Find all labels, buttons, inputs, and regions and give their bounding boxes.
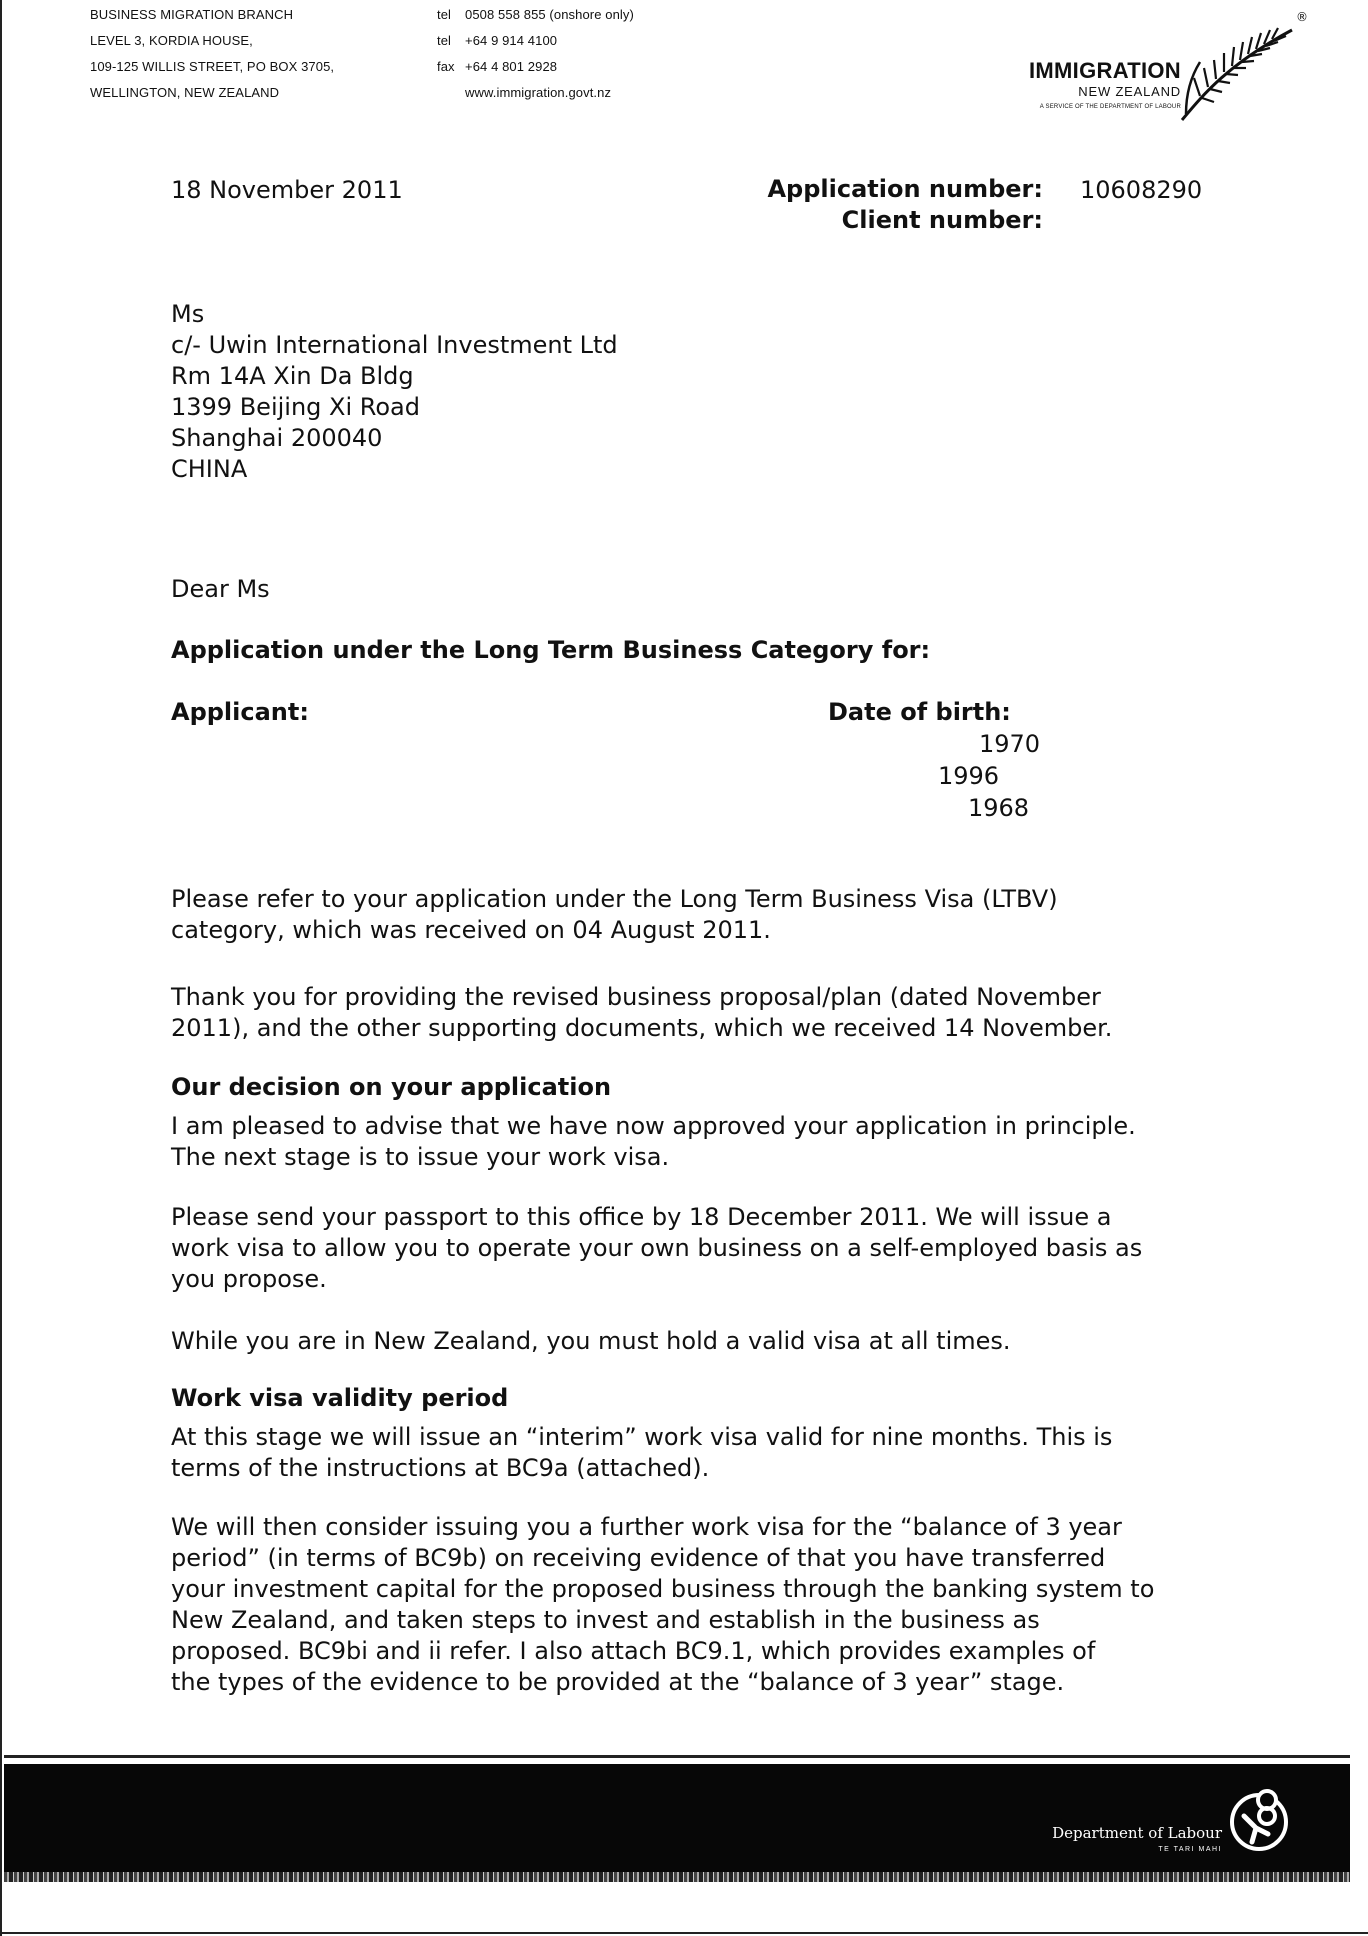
section-heading-validity: Work visa validity period [171,1384,509,1412]
recipient-address [171,299,618,485]
branch-address [90,2,334,106]
address-line: LEVEL 3, KORDIA HOUSE, [90,33,253,48]
contact-line [437,80,634,106]
text-line: I am pleased to advise that we have now approved your application in principle. [171,1112,1136,1140]
address-line: BUSINESS MIGRATION BRANCH [90,7,294,22]
reference-labels [722,174,1043,236]
recipient-line: Ms [171,300,205,328]
dob-label: Date of birth: [828,698,1011,726]
paragraph-further-visa [171,1512,1251,1698]
logo-wordmark: IMMIGRATION [1029,58,1181,83]
text-line: proposed. BC9bi and ii refer. I also attach BC9.1, which provides examples of [171,1637,1096,1665]
paragraph-thank-you [171,982,1251,1044]
birth-year: 1970 [979,730,1041,758]
salutation: Dear Ms [171,575,270,603]
text-line: the types of the evidence to be provided at the “balance of 3 year” stage. [171,1668,1065,1696]
recipient-line: Rm 14A Xin Da Bldg [171,362,414,390]
text-line: 2011), and the other supporting documents, which we received 14 November. [171,1014,1113,1042]
immigration-nz-logo [1002,8,1322,118]
text-line: Please send your passport to this office by 18 December 2011. We will issue a [171,1203,1112,1231]
subject-heading: Application under the Long Term Business Category for: [171,636,931,664]
department-name: Department of Labour [1052,1824,1222,1842]
silver-fern-icon [1180,26,1300,126]
text-line: While you are in New Zealand, you must hold a valid visa at all times. [171,1327,1011,1355]
paragraph-interim-visa [171,1422,1251,1484]
text-line: At this stage we will issue an “interim” work visa valid for nine months. This is [171,1423,1113,1451]
recipient-line: CHINA [171,455,248,483]
contact-label: tel [437,33,452,48]
contact-line [437,28,634,54]
text-line: Please refer to your application under the Long Term Business Visa (LTBV) [171,885,1058,913]
registered-mark: ® [1296,10,1308,24]
address-line: 109-125 WILLIS STREET, PO BOX 3705, [90,59,335,74]
paragraph-passport [171,1202,1251,1295]
footer-rule [4,1755,1350,1758]
logo-tagline: A SERVICE OF THE DEPARTMENT OF LABOUR [1039,104,1181,110]
contact-value: +64 4 801 2928 [465,59,558,74]
text-line: category, which was received on 04 August 2011. [171,916,771,944]
logo-country: NEW ZEALAND [1078,84,1181,99]
application-number: 10608290 [1080,176,1203,204]
text-line: Thank you for providing the revised business proposal/plan (dated November [171,983,1101,1011]
letter-date: 18 November 2011 [171,176,403,204]
text-line: your investment capital for the proposed business through the banking system to [171,1575,1155,1603]
recipient-line: 1399 Beijing Xi Road [171,393,420,421]
branch-contact [437,2,634,106]
text-line: work visa to allow you to operate your own business on a self-employed basis as [171,1234,1143,1262]
paragraph-valid-visa [171,1326,1251,1357]
footer-scan-streak [4,1872,1350,1882]
contact-label: fax [437,59,455,74]
birth-year: 1996 [938,762,1000,790]
page-edge [2,1932,1368,1934]
address-line: WELLINGTON, NEW ZEALAND [90,85,280,100]
section-heading-decision: Our decision on your application [171,1073,612,1101]
contact-value: 0508 558 855 (onshore only) [465,7,634,22]
contact-value: +64 9 914 4100 [465,33,558,48]
text-line: you propose. [171,1265,327,1293]
applicant-label: Applicant: [171,698,309,726]
text-line: period” (in terms of BC9b) on receiving evidence of that you have transferred [171,1544,1106,1572]
paragraph-approval [171,1111,1251,1173]
contact-line [437,2,634,28]
text-line: terms of the instructions at BC9a (attached). [171,1454,710,1482]
birth-year: 1968 [968,794,1030,822]
recipient-line: Shanghai 200040 [171,424,383,452]
paragraph-application-reference [171,884,1251,946]
recipient-line: c/- Uwin International Investment Ltd [171,331,618,359]
client-number-label: Client number: [841,206,1043,234]
website-link[interactable]: www.immigration.govt.nz [465,85,612,100]
footer-band [4,1764,1350,1872]
text-line: The next stage is to issue your work visa. [171,1143,670,1171]
text-line: New Zealand, and taken steps to invest and establish in the business as [171,1606,1040,1634]
department-maori-name: TE TARI MAHI [1158,1846,1222,1853]
department-of-labour-logo-icon [1226,1786,1292,1852]
contact-label: tel [437,7,452,22]
text-line: We will then consider issuing you a further work visa for the “balance of 3 year [171,1513,1122,1541]
application-number-label: Application number: [767,175,1043,203]
contact-line [437,54,634,80]
